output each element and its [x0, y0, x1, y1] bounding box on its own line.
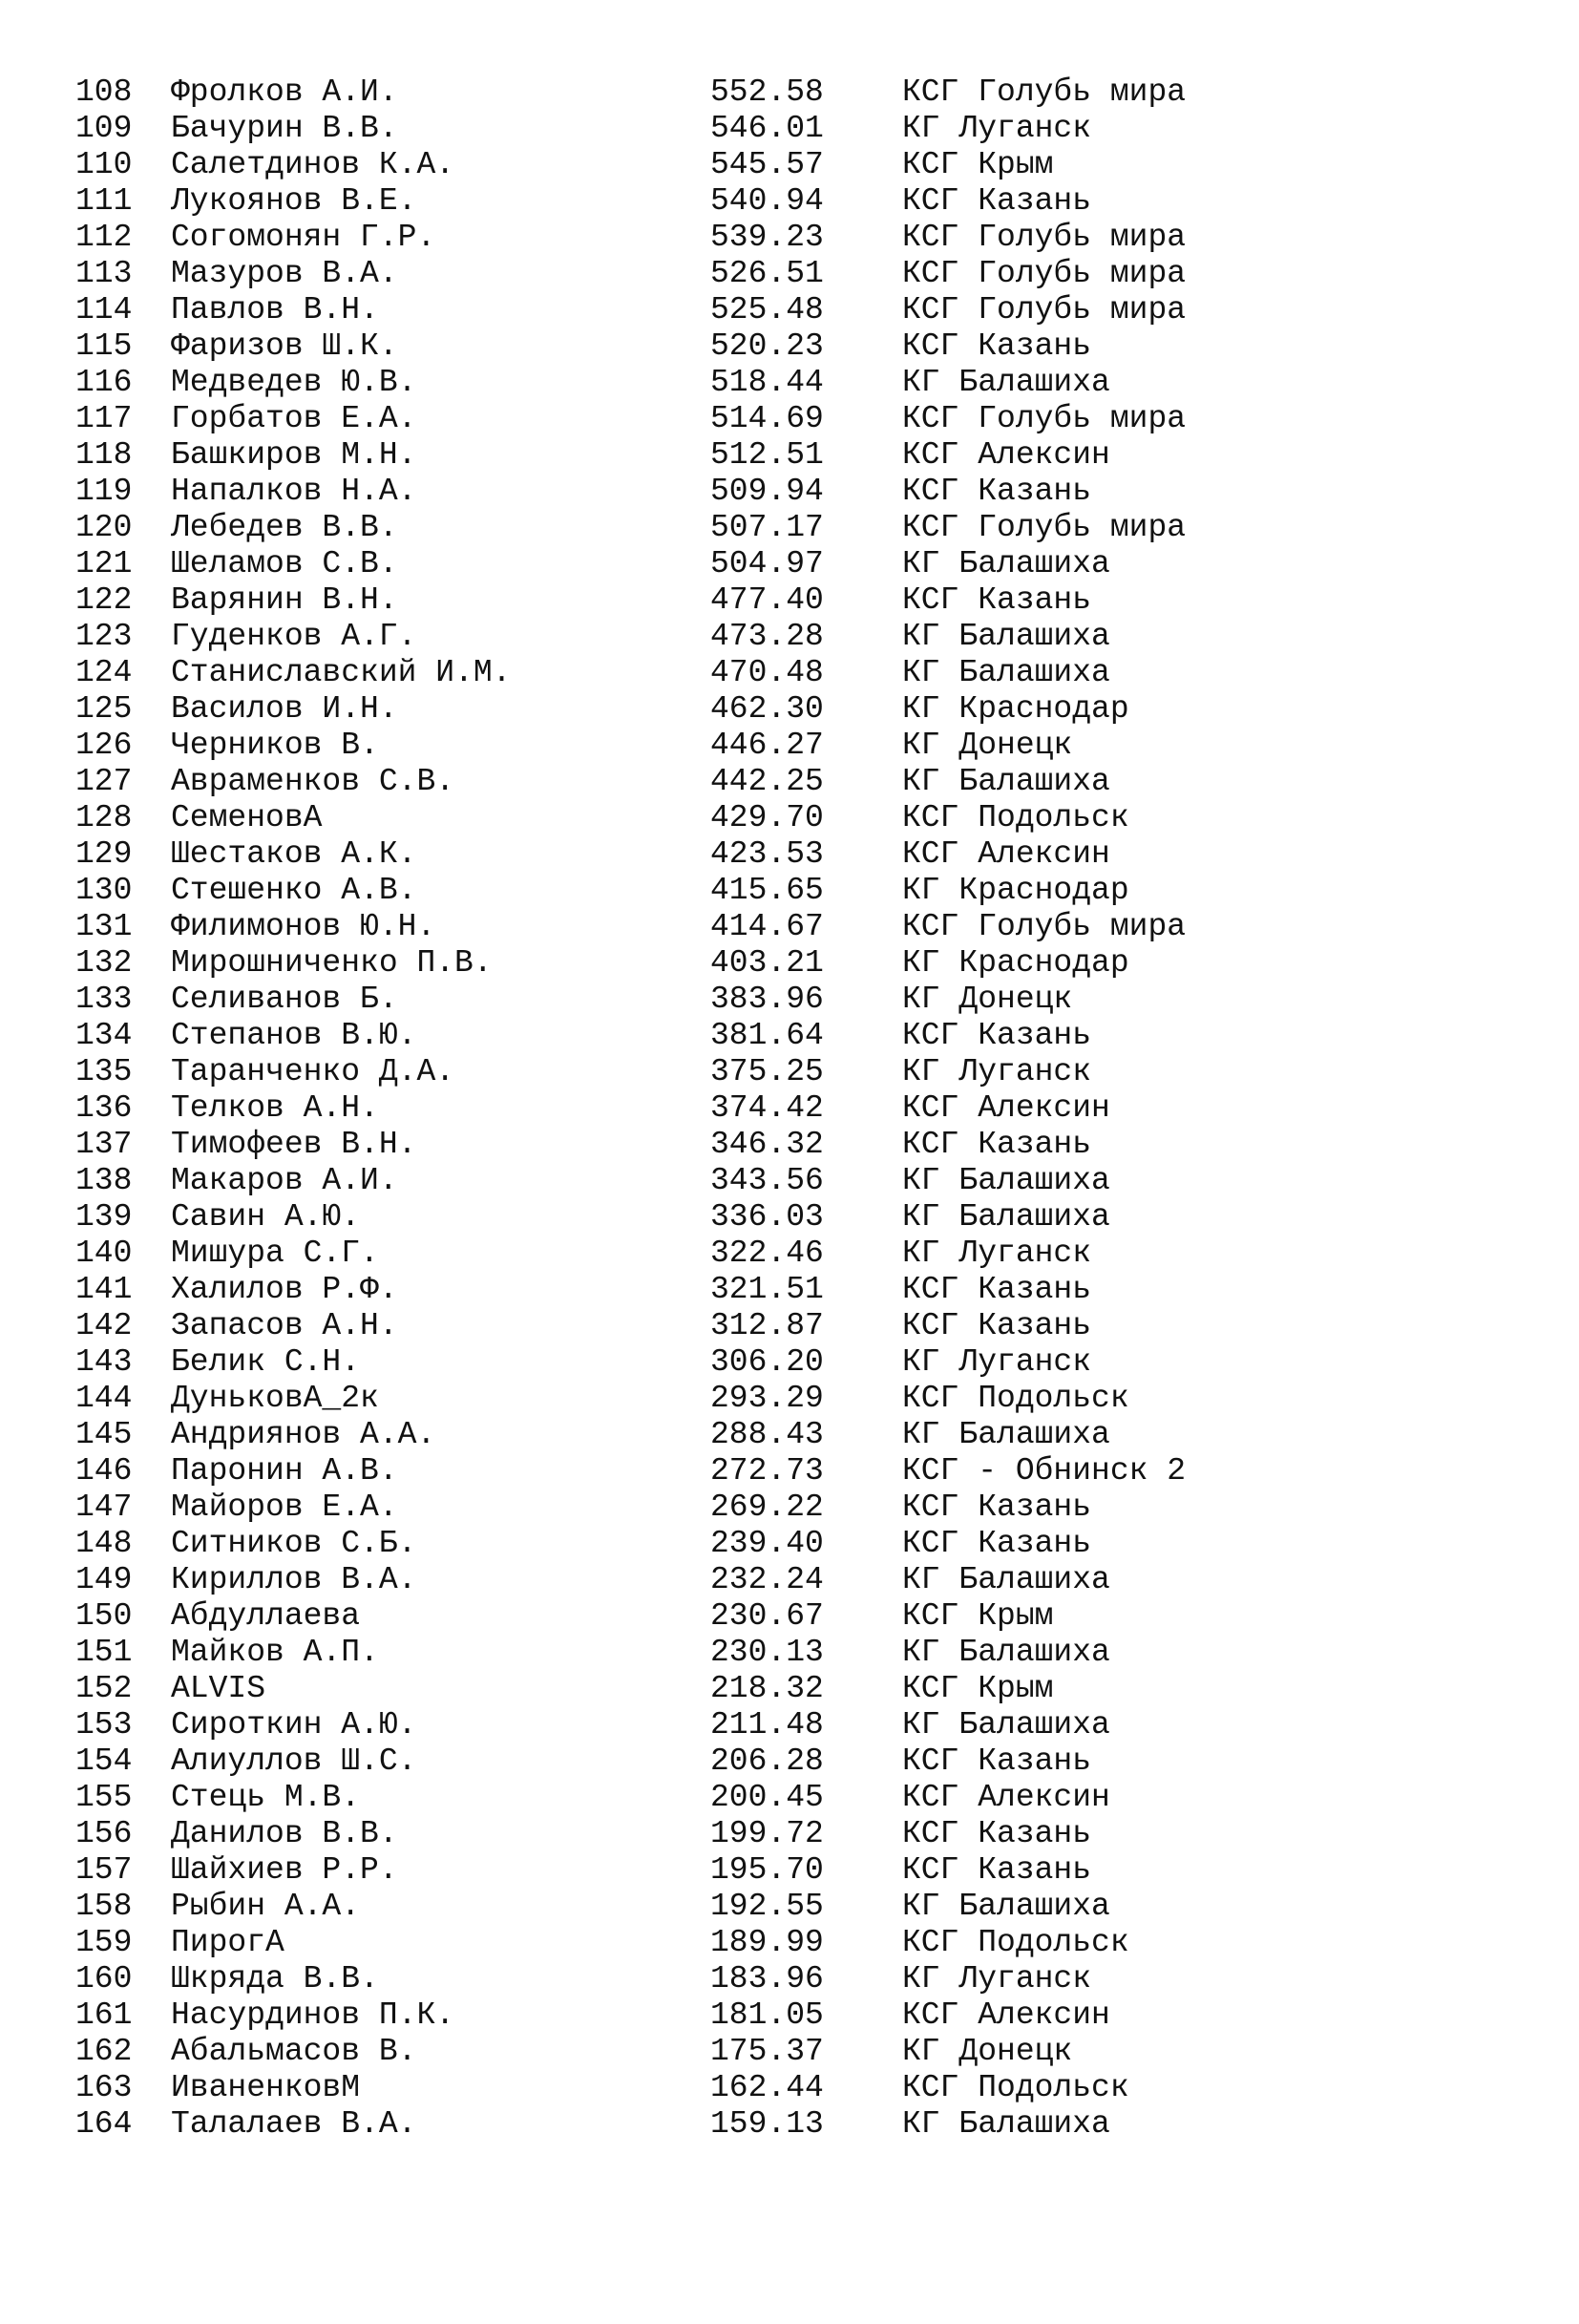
result-row: [75, 1453, 1412, 1489]
rank-cell: 120: [75, 510, 133, 545]
score-cell: 199.72: [710, 1816, 824, 1851]
result-row: [75, 1997, 1412, 2034]
result-row: [75, 1163, 1412, 1199]
score-cell: 206.28: [710, 1743, 824, 1779]
score-cell: 473.28: [710, 619, 824, 654]
participant-name-cell: Сироткин А.Ю.: [171, 1707, 417, 1743]
rank-cell: 126: [75, 728, 133, 763]
club-cell: КГ Балашиха: [902, 1707, 1110, 1743]
rank-cell: 153: [75, 1707, 133, 1743]
rank-cell: 128: [75, 800, 133, 835]
result-row: [75, 691, 1412, 728]
club-cell: КГ Балашиха: [902, 655, 1110, 690]
rank-cell: 134: [75, 1018, 133, 1053]
score-cell: 312.87: [710, 1308, 824, 1343]
club-cell: КГ Донецк: [902, 982, 1073, 1017]
result-row: [75, 1961, 1412, 1997]
participant-name-cell: ИваненковМ: [171, 2070, 361, 2105]
score-cell: 346.32: [710, 1127, 824, 1162]
club-cell: КСГ Казань: [902, 582, 1092, 618]
rank-cell: 118: [75, 437, 133, 473]
participant-name-cell: Селиванов Б.: [171, 982, 398, 1017]
club-cell: КГ Балашиха: [902, 1199, 1110, 1235]
participant-name-cell: Алиуллов Ш.С.: [171, 1743, 417, 1779]
rank-cell: 157: [75, 1852, 133, 1888]
rank-cell: 130: [75, 873, 133, 908]
rank-cell: 161: [75, 1997, 133, 2033]
participant-name-cell: Андриянов А.А.: [171, 1417, 436, 1452]
score-cell: 470.48: [710, 655, 824, 690]
rank-cell: 131: [75, 909, 133, 944]
result-row: [75, 1236, 1412, 1272]
result-row: [75, 1743, 1412, 1780]
club-cell: КГ Балашиха: [902, 1635, 1110, 1670]
score-cell: 343.56: [710, 1163, 824, 1198]
participant-name-cell: Лебедев В.В.: [171, 510, 398, 545]
participant-name-cell: Авраменков С.В.: [171, 764, 455, 799]
result-row: [75, 183, 1412, 220]
rank-cell: 113: [75, 256, 133, 291]
participant-name-cell: Майков А.П.: [171, 1635, 379, 1670]
result-row: [75, 1671, 1412, 1707]
participant-name-cell: Башкиров М.Н.: [171, 437, 417, 473]
rank-cell: 123: [75, 619, 133, 654]
club-cell: КСГ Казань: [902, 1816, 1092, 1851]
participant-name-cell: ALVIS: [171, 1671, 266, 1706]
results-list: [75, 74, 1412, 2143]
club-cell: КГ Балашиха: [902, 1163, 1110, 1198]
score-cell: 293.29: [710, 1381, 824, 1416]
club-cell: КСГ Подольск: [902, 1925, 1129, 1960]
result-row: [75, 1707, 1412, 1743]
rank-cell: 143: [75, 1344, 133, 1380]
participant-name-cell: ПирогА: [171, 1925, 284, 1960]
result-row: [75, 1562, 1412, 1598]
club-cell: КСГ Крым: [902, 147, 1054, 182]
club-cell: КГ Луганск: [902, 1344, 1092, 1380]
rank-cell: 149: [75, 1562, 133, 1597]
club-cell: КСГ Крым: [902, 1598, 1054, 1634]
participant-name-cell: Рыбин А.А.: [171, 1889, 361, 1924]
result-row: [75, 1054, 1412, 1090]
rank-cell: 144: [75, 1381, 133, 1416]
rank-cell: 124: [75, 655, 133, 690]
club-cell: КСГ Голубь мира: [902, 909, 1187, 944]
rank-cell: 135: [75, 1054, 133, 1089]
rank-cell: 139: [75, 1199, 133, 1235]
rank-cell: 108: [75, 74, 133, 110]
participant-name-cell: ДуньковА_2к: [171, 1381, 379, 1416]
club-cell: КГ Балашиха: [902, 1889, 1110, 1924]
result-row: [75, 1816, 1412, 1852]
result-row: [75, 800, 1412, 836]
rank-cell: 152: [75, 1671, 133, 1706]
club-cell: КСГ Казань: [902, 1308, 1092, 1343]
score-cell: 381.64: [710, 1018, 824, 1053]
score-cell: 321.51: [710, 1272, 824, 1307]
result-row: [75, 474, 1412, 510]
rank-cell: 125: [75, 691, 133, 727]
result-row: [75, 619, 1412, 655]
participant-name-cell: Шеламов С.В.: [171, 546, 398, 581]
rank-cell: 140: [75, 1236, 133, 1271]
result-row: [75, 510, 1412, 546]
rank-cell: 133: [75, 982, 133, 1017]
club-cell: КГ Краснодар: [902, 691, 1129, 727]
result-row: [75, 1489, 1412, 1526]
rank-cell: 112: [75, 220, 133, 255]
score-cell: 192.55: [710, 1889, 824, 1924]
club-cell: КГ Краснодар: [902, 873, 1129, 908]
score-cell: 552.58: [710, 74, 824, 110]
result-row: [75, 982, 1412, 1018]
score-cell: 200.45: [710, 1780, 824, 1815]
score-cell: 423.53: [710, 836, 824, 872]
result-row: [75, 292, 1412, 328]
participant-name-cell: Шайхиев Р.Р.: [171, 1852, 398, 1888]
score-cell: 183.96: [710, 1961, 824, 1997]
result-row: [75, 909, 1412, 945]
participant-name-cell: Савин А.Ю.: [171, 1199, 361, 1235]
club-cell: КГ Краснодар: [902, 945, 1129, 981]
score-cell: 509.94: [710, 474, 824, 509]
result-row: [75, 764, 1412, 800]
score-cell: 232.24: [710, 1562, 824, 1597]
result-row: [75, 1526, 1412, 1562]
participant-name-cell: Халилов Р.Ф.: [171, 1272, 398, 1307]
result-row: [75, 1780, 1412, 1816]
club-cell: КГ Балашиха: [902, 764, 1110, 799]
score-cell: 374.42: [710, 1090, 824, 1126]
score-cell: 414.67: [710, 909, 824, 944]
result-row: [75, 655, 1412, 691]
club-cell: КСГ - Обнинск 2: [902, 1453, 1187, 1489]
club-cell: КСГ Казань: [902, 1018, 1092, 1053]
club-cell: КСГ Голубь мира: [902, 401, 1187, 436]
score-cell: 520.23: [710, 328, 824, 364]
rank-cell: 121: [75, 546, 133, 581]
rank-cell: 122: [75, 582, 133, 618]
club-cell: КСГ Голубь мира: [902, 74, 1187, 110]
result-row: [75, 74, 1412, 111]
score-cell: 526.51: [710, 256, 824, 291]
rank-cell: 155: [75, 1780, 133, 1815]
club-cell: КГ Луганск: [902, 111, 1092, 146]
score-cell: 383.96: [710, 982, 824, 1017]
club-cell: КСГ Казань: [902, 474, 1092, 509]
score-cell: 189.99: [710, 1925, 824, 1960]
score-cell: 230.13: [710, 1635, 824, 1670]
rank-cell: 117: [75, 401, 133, 436]
participant-name-cell: Стець М.В.: [171, 1780, 361, 1815]
participant-name-cell: Абальмасов В.: [171, 2034, 417, 2069]
club-cell: КГ Балашиха: [902, 365, 1110, 400]
club-cell: КСГ Алексин: [902, 1780, 1110, 1815]
score-cell: 230.67: [710, 1598, 824, 1634]
participant-name-cell: Насурдинов П.К.: [171, 1997, 455, 2033]
participant-name-cell: Шестаков А.К.: [171, 836, 417, 872]
result-row: [75, 1381, 1412, 1417]
score-cell: 218.32: [710, 1671, 824, 1706]
score-cell: 442.25: [710, 764, 824, 799]
participant-name-cell: Фролков А.И.: [171, 74, 398, 110]
club-cell: КГ Донецк: [902, 728, 1073, 763]
result-row: [75, 437, 1412, 474]
club-cell: КСГ Казань: [902, 1489, 1092, 1525]
score-cell: 415.65: [710, 873, 824, 908]
participant-name-cell: Абдуллаева: [171, 1598, 361, 1634]
rank-cell: 158: [75, 1889, 133, 1924]
club-cell: КГ Луганск: [902, 1236, 1092, 1271]
participant-name-cell: Запасов А.Н.: [171, 1308, 398, 1343]
participant-name-cell: Варянин В.Н.: [171, 582, 398, 618]
club-cell: КСГ Алексин: [902, 437, 1110, 473]
club-cell: КСГ Алексин: [902, 1090, 1110, 1126]
club-cell: КГ Луганск: [902, 1054, 1092, 1089]
participant-name-cell: Майоров Е.А.: [171, 1489, 398, 1525]
rank-cell: 114: [75, 292, 133, 327]
score-cell: 525.48: [710, 292, 824, 327]
result-row: [75, 836, 1412, 873]
score-cell: 322.46: [710, 1236, 824, 1271]
rank-cell: 138: [75, 1163, 133, 1198]
result-row: [75, 1308, 1412, 1344]
participant-name-cell: Мишура С.Г.: [171, 1236, 379, 1271]
result-row: [75, 2070, 1412, 2106]
club-cell: КСГ Казань: [902, 183, 1092, 219]
participant-name-cell: Таранченко Д.А.: [171, 1054, 455, 1089]
score-cell: 545.57: [710, 147, 824, 182]
club-cell: КГ Балашиха: [902, 546, 1110, 581]
participant-name-cell: Ситников С.Б.: [171, 1526, 417, 1561]
club-cell: КСГ Казань: [902, 1526, 1092, 1561]
score-cell: 429.70: [710, 800, 824, 835]
club-cell: КСГ Подольск: [902, 1381, 1129, 1416]
score-cell: 540.94: [710, 183, 824, 219]
participant-name-cell: Паронин А.В.: [171, 1453, 398, 1489]
result-row: [75, 401, 1412, 437]
score-cell: 336.03: [710, 1199, 824, 1235]
rank-cell: 129: [75, 836, 133, 872]
score-cell: 272.73: [710, 1453, 824, 1489]
rank-cell: 141: [75, 1272, 133, 1307]
club-cell: КСГ Голубь мира: [902, 510, 1187, 545]
participant-name-cell: Медведев Ю.В.: [171, 365, 417, 400]
participant-name-cell: Фаризов Ш.К.: [171, 328, 398, 364]
rank-cell: 151: [75, 1635, 133, 1670]
score-cell: 159.13: [710, 2106, 824, 2142]
participant-name-cell: Горбатов Е.А.: [171, 401, 417, 436]
participant-name-cell: Лукоянов В.Е.: [171, 183, 417, 219]
participant-name-cell: Василов И.Н.: [171, 691, 398, 727]
result-row: [75, 1018, 1412, 1054]
club-cell: КСГ Алексин: [902, 836, 1110, 872]
result-row: [75, 873, 1412, 909]
participant-name-cell: СеменовА: [171, 800, 323, 835]
rank-cell: 160: [75, 1961, 133, 1997]
participant-name-cell: Белик С.Н.: [171, 1344, 361, 1380]
score-cell: 507.17: [710, 510, 824, 545]
club-cell: КСГ Казань: [902, 1127, 1092, 1162]
result-row: [75, 1925, 1412, 1961]
participant-name-cell: Бачурин В.В.: [171, 111, 398, 146]
club-cell: КСГ Казань: [902, 1272, 1092, 1307]
result-row: [75, 1199, 1412, 1236]
club-cell: КГ Балашиха: [902, 619, 1110, 654]
participant-name-cell: Степанов В.Ю.: [171, 1018, 417, 1053]
club-cell: КСГ Алексин: [902, 1997, 1110, 2033]
score-cell: 181.05: [710, 1997, 824, 2033]
participant-name-cell: Шкряда В.В.: [171, 1961, 379, 1997]
rank-cell: 147: [75, 1489, 133, 1525]
rank-cell: 150: [75, 1598, 133, 1634]
participant-name-cell: Данилов В.В.: [171, 1816, 398, 1851]
rank-cell: 159: [75, 1925, 133, 1960]
rank-cell: 148: [75, 1526, 133, 1561]
rank-cell: 127: [75, 764, 133, 799]
result-row: [75, 256, 1412, 292]
score-cell: 162.44: [710, 2070, 824, 2105]
result-row: [75, 1889, 1412, 1925]
result-row: [75, 2106, 1412, 2143]
participant-name-cell: Гуденков А.Г.: [171, 619, 417, 654]
score-cell: 539.23: [710, 220, 824, 255]
score-cell: 195.70: [710, 1852, 824, 1888]
result-row: [75, 1417, 1412, 1453]
rank-cell: 154: [75, 1743, 133, 1779]
club-cell: КГ Балашиха: [902, 1417, 1110, 1452]
participant-name-cell: Черников В.: [171, 728, 379, 763]
rank-cell: 116: [75, 365, 133, 400]
result-row: [75, 1635, 1412, 1671]
participant-name-cell: Напалков Н.А.: [171, 474, 417, 509]
result-row: [75, 1127, 1412, 1163]
club-cell: КСГ Казань: [902, 1743, 1092, 1779]
rank-cell: 109: [75, 111, 133, 146]
result-row: [75, 728, 1412, 764]
score-cell: 546.01: [710, 111, 824, 146]
result-row: [75, 1272, 1412, 1308]
rank-cell: 137: [75, 1127, 133, 1162]
score-cell: 504.97: [710, 546, 824, 581]
participant-name-cell: Талалаев В.А.: [171, 2106, 417, 2142]
participant-name-cell: Макаров А.И.: [171, 1163, 398, 1198]
participant-name-cell: Мирошниченко П.В.: [171, 945, 493, 981]
rank-cell: 132: [75, 945, 133, 981]
club-cell: КСГ Голубь мира: [902, 256, 1187, 291]
score-cell: 288.43: [710, 1417, 824, 1452]
score-cell: 306.20: [710, 1344, 824, 1380]
rank-cell: 119: [75, 474, 133, 509]
participant-name-cell: Кириллов В.А.: [171, 1562, 417, 1597]
result-row: [75, 1090, 1412, 1127]
club-cell: КСГ Голубь мира: [902, 292, 1187, 327]
result-row: [75, 147, 1412, 183]
score-cell: 446.27: [710, 728, 824, 763]
score-cell: 462.30: [710, 691, 824, 727]
participant-name-cell: Тимофеев В.Н.: [171, 1127, 417, 1162]
score-cell: 211.48: [710, 1707, 824, 1743]
rank-cell: 164: [75, 2106, 133, 2142]
result-row: [75, 111, 1412, 147]
participant-name-cell: Станиславский И.М.: [171, 655, 512, 690]
result-row: [75, 365, 1412, 401]
club-cell: КСГ Подольск: [902, 800, 1129, 835]
result-row: [75, 582, 1412, 619]
club-cell: КГ Балашиха: [902, 2106, 1110, 2142]
score-cell: 477.40: [710, 582, 824, 618]
rank-cell: 111: [75, 183, 133, 219]
result-row: [75, 1852, 1412, 1889]
participant-name-cell: Павлов В.Н.: [171, 292, 379, 327]
rank-cell: 115: [75, 328, 133, 364]
result-row: [75, 546, 1412, 582]
rank-cell: 136: [75, 1090, 133, 1126]
score-cell: 518.44: [710, 365, 824, 400]
score-cell: 239.40: [710, 1526, 824, 1561]
result-row: [75, 945, 1412, 982]
rank-cell: 146: [75, 1453, 133, 1489]
score-cell: 403.21: [710, 945, 824, 981]
club-cell: КГ Донецк: [902, 2034, 1073, 2069]
club-cell: КГ Балашиха: [902, 1562, 1110, 1597]
result-row: [75, 328, 1412, 365]
participant-name-cell: Салетдинов К.А.: [171, 147, 455, 182]
rank-cell: 156: [75, 1816, 133, 1851]
score-cell: 514.69: [710, 401, 824, 436]
score-cell: 269.22: [710, 1489, 824, 1525]
club-cell: КСГ Крым: [902, 1671, 1054, 1706]
rank-cell: 145: [75, 1417, 133, 1452]
participant-name-cell: Филимонов Ю.Н.: [171, 909, 436, 944]
rank-cell: 142: [75, 1308, 133, 1343]
club-cell: КСГ Голубь мира: [902, 220, 1187, 255]
score-cell: 512.51: [710, 437, 824, 473]
result-row: [75, 2034, 1412, 2070]
participant-name-cell: Мазуров В.А.: [171, 256, 398, 291]
result-row: [75, 1598, 1412, 1635]
participant-name-cell: Стешенко А.В.: [171, 873, 417, 908]
rank-cell: 162: [75, 2034, 133, 2069]
club-cell: КСГ Казань: [902, 1852, 1092, 1888]
participant-name-cell: Телков А.Н.: [171, 1090, 379, 1126]
club-cell: КСГ Казань: [902, 328, 1092, 364]
result-row: [75, 1344, 1412, 1381]
result-row: [75, 220, 1412, 256]
score-cell: 375.25: [710, 1054, 824, 1089]
rank-cell: 163: [75, 2070, 133, 2105]
participant-name-cell: Согомонян Г.Р.: [171, 220, 436, 255]
rank-cell: 110: [75, 147, 133, 182]
club-cell: КСГ Подольск: [902, 2070, 1129, 2105]
club-cell: КГ Луганск: [902, 1961, 1092, 1997]
score-cell: 175.37: [710, 2034, 824, 2069]
